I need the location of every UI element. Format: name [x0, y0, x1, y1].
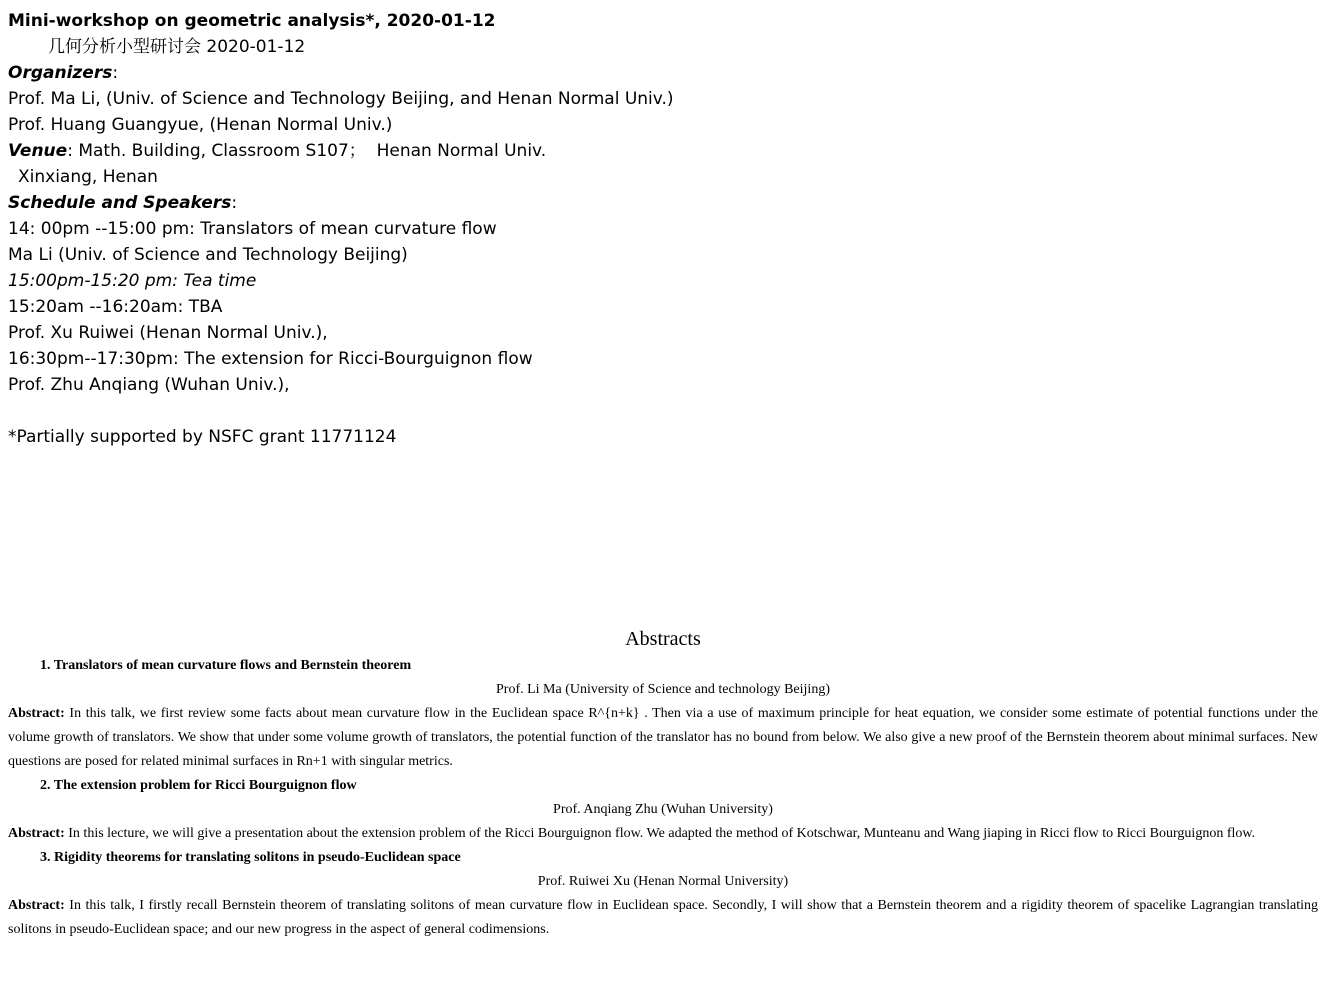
schedule-line: 14: 00pm --15:00 pm: Translators of mean curvature flow [8, 219, 497, 239]
abstracts-section [8, 626, 1318, 942]
venue-label: Venue [8, 141, 68, 161]
workshop-title-chinese [8, 34, 1308, 60]
abstract-1-text: In this talk, we first review some facts about mean curvature flow in the Euclidean space R^{n+k} . Then via a use of maximum principle for heat equation, we consider some estimate of potential functions under the volume growth of translators. We show that under some volume growth of translators, the potential function of the translator has no bound from below. We also give a new proof of the Bernstein theorem about minimal surfaces. New questions are posed for related minimal surfaces in Rn+1 with singular metrics. [8, 706, 1318, 769]
venue-line [8, 138, 1308, 164]
schedule-line-tea: 15:00pm-15:20 pm: Tea time [8, 271, 257, 291]
footnote: *Partially supported by NSFC grant 11771124 [8, 427, 397, 447]
organizer-1: Prof. Ma Li, (Univ. of Science and Technology Beijing, and Henan Normal Univ.) [8, 89, 674, 109]
abstract-2-title: 2. The extension problem for Ricci Bourguignon flow [40, 778, 357, 793]
abstract-1-title: 1. Translators of mean curvature flows and Bernstein theorem [40, 658, 412, 673]
abstract-2-speaker: Prof. Anqiang Zhu (Wuhan University) [553, 802, 773, 817]
abstract-3-text: In this talk, I firstly recall Bernstein theorem of translating solitons of mean curvature flow in Euclidean space. Secondly, I will show that a Bernstein theorem and a rigidity theorem of spacelike Lagrangian translating solitons in pseudo-Euclidean space; and our new progress in the aspect of general codimensions. [8, 898, 1318, 937]
workshop-info [8, 8, 1308, 450]
venue-text: : Math. Building, Classroom S107； Henan Normal Univ. [67, 141, 547, 161]
abstract-1-speaker: Prof. Li Ma (University of Science and technology Beijing) [496, 682, 830, 697]
abstracts-heading: Abstracts [625, 628, 701, 650]
abstract-3-title: 3. Rigidity theorems for translating solitons in pseudo-Euclidean space [40, 850, 461, 865]
workshop-title: Mini-workshop on geometric analysis*, 2020-01-12 [8, 11, 496, 31]
schedule-line: Ma Li (Univ. of Science and Technology Beijing) [8, 245, 408, 265]
abstract-3-speaker: Prof. Ruiwei Xu (Henan Normal University) [537, 874, 789, 889]
organizers-label: Organizers [8, 63, 113, 83]
schedule-line: 16:30pm--17:30pm: The extension for Ricci-Bourguignon flow [8, 349, 533, 369]
schedule-label: Schedule and Speakers [8, 193, 232, 213]
abstract-3-body [8, 894, 1318, 942]
abstract-label: Abstract: [8, 706, 65, 721]
abstract-label: Abstract: [8, 826, 65, 841]
organizers-heading: Organizers: [8, 63, 119, 83]
abstract-label: Abstract: [8, 898, 65, 913]
abstract-1-body [8, 702, 1318, 774]
spacer [8, 398, 1308, 424]
abstract-2-body [8, 822, 1318, 846]
chinese-title: 几何分析小型研讨会 [48, 37, 201, 57]
abstract-2-text: In this lecture, we will give a presentation about the extension problem of the Ricci Bourguignon flow. We adapted the method of Kotschwar, Munteanu and Wang jiaping in Ricci flow to Ricci Bourguignon flow. [64, 826, 1256, 841]
schedule-heading: Schedule and Speakers: [8, 193, 238, 213]
schedule-line: 15:20am --16:20am: TBA [8, 297, 223, 317]
schedule-line: Prof. Xu Ruiwei (Henan Normal Univ.), [8, 323, 328, 343]
organizer-2: Prof. Huang Guangyue, (Henan Normal Univ.) [8, 115, 393, 135]
schedule-line: Prof. Zhu Anqiang (Wuhan Univ.), [8, 375, 290, 395]
chinese-title-date: 2020-01-12 [201, 37, 306, 57]
venue-city: Xinxiang, Henan [18, 167, 158, 187]
